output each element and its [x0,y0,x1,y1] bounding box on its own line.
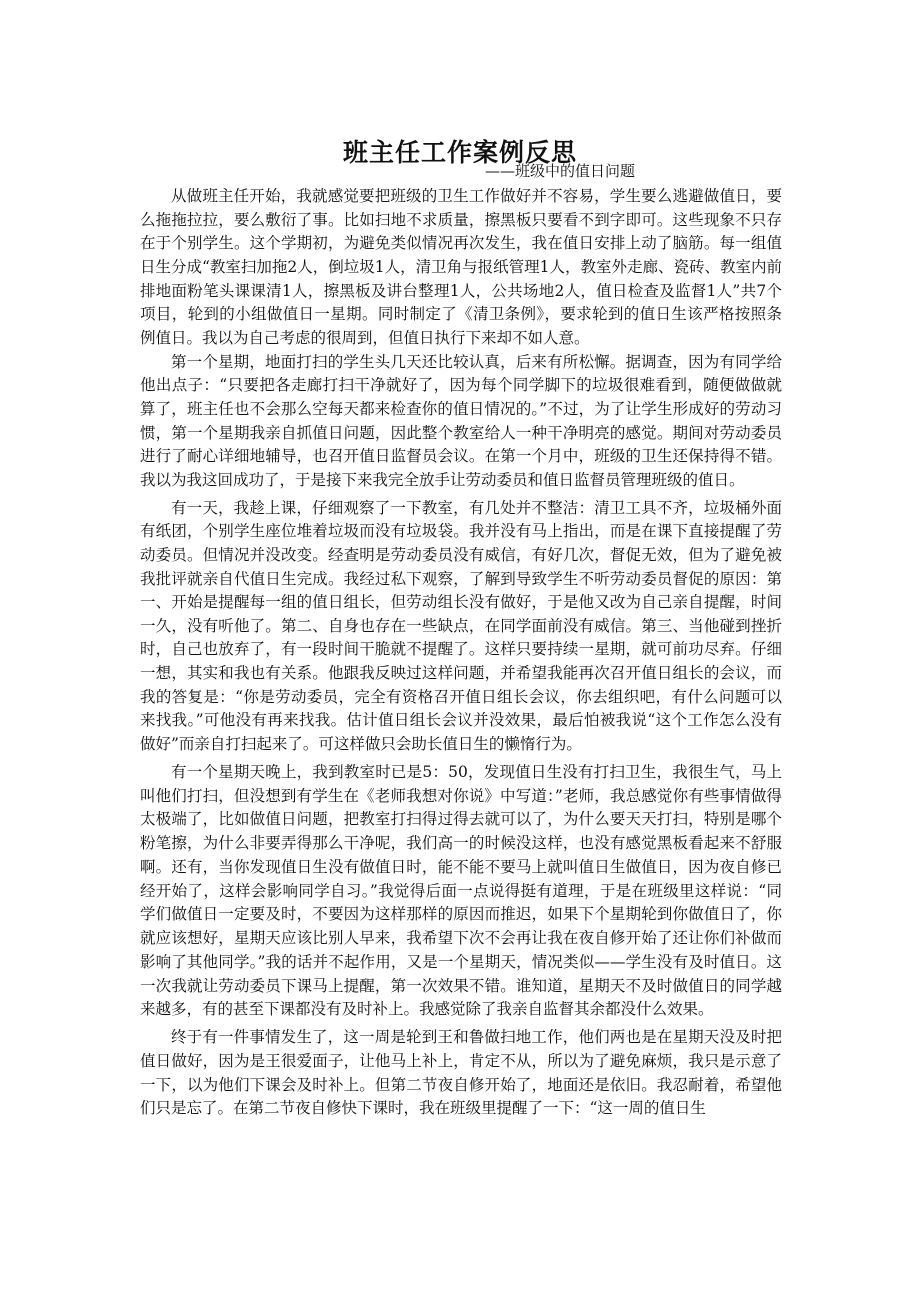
paragraph-3: 有一天，我趁上课，仔细观察了一下教室，有几处并不整洁：清卫工具不齐，垃圾桶外面有纸团，个别学生座位堆着垃圾而没有垃圾袋。我并没有马上指出，而是在课下直接提醒了劳动委员。但情况并没改变。经查明是劳动委员没有威信，有好几次，督促无效，但为了避免被我批评就亲自代值日生完成。我经过私下观察，了解到导致学生不听劳动委员督促的原因：第一、开始是提醒每一组的值日组长，但劳动组长没有做好，于是他又改为自己亲自提醒，时间一久，没有听他了。第二、自身也存在一些缺点，在同学面前没有威信。第三、当他碰到挫折时，自己也放弃了，有一段时间干脆就不提醒了。这样只要持续一星期，就可前功尽弃。仔细一想，其实和我也有关系。他跟我反映过这样问题，并希望我能再次召开值日组长的会议，而我的答复是：“你是劳动委员，完全有资格召开值日组长会议，你去组织吧，有什么问题可以来找我。”可他没有再来找我。估计值日组长会议并没效果，最后怕被我说“这个工作怎么没有做好”而亲自打扫起来了。可这样做只会助长值日生的懒惰行为。 [140,498,782,754]
paragraph-5: 终于有一件事情发生了，这一周是轮到王和鲁做扫地工作，他们两也是在星期天没及时把值日做好，因为是王很爱面子，让他马上补上，肯定不从，所以为了避免麻烦，我只是示意了一下，以为他们下课会及时补上。但第二节夜自修开始了，地面还是依旧。我忍耐着，希望他们只是忘了。在第二节夜自修快下课时，我在班级里提醒了一下：“这一周的值日生 [140,1028,782,1118]
paragraph-1: 从做班主任开始，我就感觉要把班级的卫生工作做好并不容易，学生要么逃避做值日，要么拖拖拉拉，要么敷衍了事。比如扫地不求质量，擦黑板只要看不到字即可。这些现象不只存在于个别学生。这个学期初，为避免类似情况再次发生，我在值日安排上动了脑筋。每一组值日生分成“教室扫加拖2人，倒垃圾1人，清卫角与报纸管理1人，教室外走廊、瓷砖、教室内前排地面粉笔头课课清1人，擦黑板及讲台整理1人，公共场地2人，值日检查及监督1人”共7个项目，轮到的小组做值日一星期。同时制定了《清卫条例》，要求轮到的值日生该严格按照条例值日。我以为自己考虑的很周到，但值日执行下来却不如人意。 [140,187,783,347]
document-body [140,185,782,1121]
paragraph-4: 有一个星期天晚上，我到教室时已是5：50，发现值日生没有打扫卫生，我很生气，马上叫他们打扫，但没想到有学生在《老师我想对你说》中写道：”老师，我总感觉你有些事情做得太极端了，比如做值日问题，把教室打扫得过得去就可以了，为什么要天天打扫，特别是哪个粉笔擦，为什么非要弄得那么干净呢，我们高一的时候没这样，也没有感觉黑板看起来不舒服啊。还有，当你发现值日生没有做值日时，能不能不要马上就叫值日生做值日，因为夜自修已经开始了，这样会影响同学自习。”我觉得后面一点说得挺有道理，于是在班级里这样说：“同学们做值日一定要及时，不要因为这样那样的原因而推迟，如果下个星期轮到你做值日了，你就应该想好，星期天应该比别人早来，我希望下次不会再让我在夜自修开始了还让你们补做而影响了其他同学。”我的话并不起作用，又是一个星期天，情况类似——学生没有及时值日。这一次我就让劳动委员下课马上提醒，第一次效果不错。谁知道，星期天不及时做值日的同学越来越多，有的甚至下课都没有及时补上。我感觉除了我亲自监督其余都没什么效果。 [140,762,782,1019]
page-title: 班主任工作案例反思 [342,137,577,167]
page-subtitle: ——班级中的值日问题 [485,162,636,180]
paragraph-2: 第一个星期，地面打扫的学生头几天还比较认真，后来有所松懈。据调查，因为有同学给他出点子：“只要把各走廊打扫干净就好了，因为每个同学脚下的垃圾很难看到，随便做做就算了，班主任也不会那么空每天都来检查你的值日情况的。”不过，为了让学生形成好的劳动习惯，第一个星期我亲自抓值日问题，因此整个教室给人一种干净明亮的感觉。期间对劳动委员进行了耐心详细地辅导，也召开值日监督员会议。在第一个月中，班级的卫生还保持得不错。我以为我这回成功了，于是接下来我完全放手让劳动委员和值日监督员管理班级的值日。 [140,352,782,489]
